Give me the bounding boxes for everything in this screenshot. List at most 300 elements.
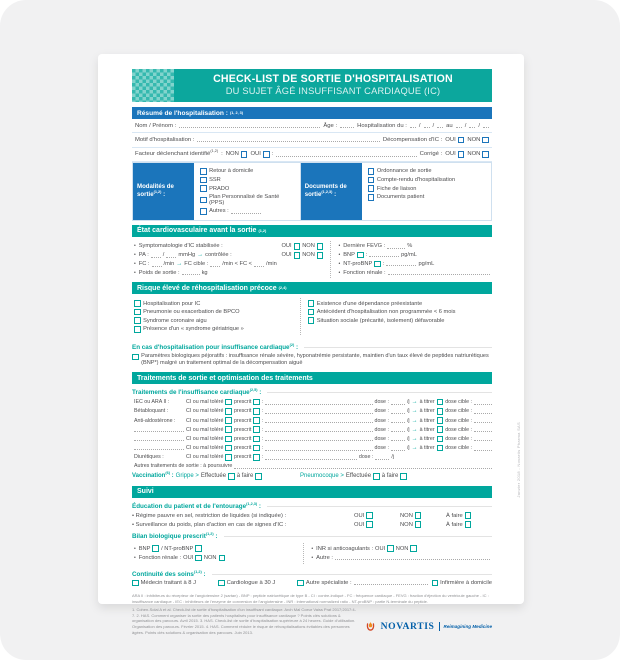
colon: :	[271, 151, 274, 158]
cible-field	[474, 418, 492, 423]
modalites-documents-band	[132, 162, 492, 220]
cible-field	[474, 427, 492, 432]
checkbox-prescrit[interactable]	[253, 426, 260, 433]
checkbox-facteur-oui[interactable]	[263, 151, 270, 158]
treatment-label: Anti-aldostérone :	[134, 417, 176, 424]
section-title-traitements: Traitements de sortie et optimisation des traitements	[137, 374, 313, 382]
encas-item-label: Paramètres biologiques péjoratifs : insuffisance rénale sévère, hyponatrémie persistante, maintien d'un taux élevé de peptides natriurétiques (BNP*) malgré un traitement optimal de la décompensation aiguë	[141, 352, 489, 367]
checkbox-documents-patient[interactable]	[368, 194, 375, 201]
name-field	[179, 123, 320, 128]
prescrit-label: prescrit	[233, 426, 252, 433]
arrow-icon: →	[176, 261, 183, 268]
a-faire-label: à faire	[236, 473, 254, 480]
perday-label: /j	[406, 445, 410, 452]
arrow-icon: →	[411, 445, 418, 452]
novartis-tagline: Reimagining Medicine	[443, 623, 492, 629]
checkbox-syndrome-coronaire[interactable]	[134, 317, 141, 324]
non-label: NON	[395, 545, 409, 552]
oui-label: OUI	[183, 554, 194, 561]
date-field	[483, 123, 489, 128]
encas-title: En cas d'hospitalisation pour insuffisance cardiaque$^{(2)}$ :	[132, 342, 299, 351]
bullet	[134, 555, 137, 561]
prescrit-label: prescrit	[233, 399, 252, 406]
checkbox-pps[interactable]	[200, 197, 207, 204]
slash: /	[478, 122, 480, 129]
references-text: 1. Cohen-Solal A et al. Check-list de sortie d'hospitalisation d'un insuffisant cardiaque. Arch Mal Coeur Vaiss Prat 2017;2017:4-7. 2. HAS. Comment organiser la sortie des patients hospitalisés pour insuffisance cardiaque ? Points clés solutions & organisation des parcours. Avril 2015. 3. HAS. Check-list de sortie d'hospitalisation supérieure à 24 heures. Guide d'utilisation. Organisation des parcours. Février 2015. 4. HAS. Comment réduire le risque de réhospitalisations évitables des personnes âgées. Points clés solutions & organisation des parcours. Juin 2013.	[132, 606, 356, 636]
etat-row-bnp	[338, 252, 490, 259]
a-faire-label: À faire	[446, 512, 463, 519]
bullet	[311, 546, 314, 552]
checkbox-ci[interactable]	[225, 417, 232, 424]
risque-label: Syndrome coronaire aigu	[143, 317, 207, 324]
controlee-label: contrôlée :	[205, 252, 232, 259]
poids-label: Poids de sortie :	[138, 269, 180, 276]
document-title-line2: DU SUJET ÂGÉ INSUFFISANT CARDIAQUE (IC)	[225, 86, 441, 97]
cible-field	[474, 409, 492, 414]
checkbox-ntprobnp[interactable]	[374, 261, 381, 268]
checkbox-autres[interactable]	[200, 208, 207, 215]
permin-label: /min	[266, 261, 277, 268]
checkbox-titrer[interactable]	[437, 408, 444, 415]
document-page	[98, 54, 524, 636]
ntprobnp-label: / NT-proBNP	[161, 545, 194, 552]
cible-field	[474, 400, 492, 405]
treatment-name-field	[265, 418, 372, 423]
checkbox-dependance[interactable]	[308, 300, 315, 307]
checkbox-parametres-biologiques[interactable]	[132, 354, 139, 361]
modalites-title: Modalités de sortie$^{(1,2)}$ :	[137, 183, 174, 199]
section-bar-resume: Résumé de l'hospitalisation : (1, 2, 3)	[132, 107, 492, 119]
subhead-rule	[267, 392, 492, 393]
dose-label: dose :	[374, 435, 389, 442]
checkbox-bilan-ntprobnp[interactable]	[195, 545, 202, 552]
checkbox-titrer[interactable]	[437, 445, 444, 452]
dose-label: dose :	[358, 454, 374, 461]
ntprobnp-field	[386, 261, 416, 266]
list-item	[134, 300, 293, 307]
non-label: NON	[400, 521, 413, 528]
etat-row-pa	[134, 252, 323, 259]
encas-references: (2)	[289, 342, 295, 347]
arrow-icon: →	[411, 426, 418, 433]
dose-label: dose :	[374, 426, 389, 433]
bilan-columns	[132, 542, 492, 566]
checkbox-autre-specialiste[interactable]	[297, 580, 304, 587]
etat-row-ntprobnp	[338, 261, 490, 268]
bullet	[134, 270, 137, 276]
corrige-non	[467, 151, 489, 158]
risque-columns	[132, 294, 492, 338]
ntprobnp-label: NT-proBNP	[343, 260, 373, 267]
date-field	[437, 123, 443, 128]
percent-label: %	[407, 243, 413, 250]
treatment-row	[132, 399, 492, 406]
list-item	[200, 208, 294, 215]
column-divider	[303, 543, 304, 564]
fc-cible-label: FC cible :	[184, 261, 209, 268]
checkbox-surveillance-a-faire[interactable]	[465, 521, 472, 528]
perday-label: /j	[406, 408, 410, 415]
checkbox-cardiologue[interactable]	[218, 580, 225, 587]
checkbox-retour-domicile[interactable]	[200, 168, 207, 175]
education-oui	[354, 521, 400, 528]
poids-field	[182, 270, 200, 275]
arrow-icon: →	[411, 435, 418, 442]
section-title-etat: État cardiovasculaire avant la sortie	[137, 227, 257, 235]
resume-row-motif	[132, 133, 492, 148]
checkbox-surveillance-non[interactable]	[415, 521, 422, 528]
bullet	[338, 270, 341, 276]
list-item	[368, 168, 485, 175]
pa-label: PA :	[138, 252, 149, 259]
corrige-label: Corrigé :	[419, 151, 443, 158]
au-label: au	[446, 122, 453, 129]
pa-non	[302, 252, 323, 259]
checkbox-ci[interactable]	[225, 399, 232, 406]
pneumocoque-label: Pneumocoque >	[299, 473, 344, 480]
documents-list	[362, 163, 491, 219]
list-item	[134, 317, 293, 324]
checkbox-titrer[interactable]	[437, 417, 444, 424]
list-item	[200, 168, 294, 175]
titrer-label: à titrer	[419, 408, 435, 415]
section-title-suivi: Suivi	[137, 488, 154, 496]
arrow-icon: →	[411, 408, 418, 415]
education-afaire	[446, 512, 492, 519]
treatment-label-blank	[134, 427, 184, 432]
checkbox-ci[interactable]	[225, 436, 232, 443]
cible-label: dose cible :	[445, 417, 472, 424]
checkbox-corrige-oui[interactable]	[458, 151, 465, 158]
checkbox-pneumonie[interactable]	[134, 309, 141, 316]
checkbox-ci[interactable]	[225, 454, 232, 461]
list-item	[200, 185, 294, 192]
facteur-label: Facteur déclenchant identifié$^{(1,2)}$	[135, 149, 219, 158]
education-row	[132, 512, 492, 519]
risque-right-column	[308, 298, 490, 334]
treatment-label: Diurétiques :	[134, 454, 164, 461]
fc-label: FC :	[138, 261, 150, 268]
checkbox-decompensation-oui[interactable]	[458, 137, 465, 144]
sympto-non	[302, 243, 323, 250]
modalite-label: Retour à domicile	[209, 168, 254, 175]
continuite-row	[132, 580, 492, 587]
continuite-item	[297, 580, 427, 587]
ci-label: CI ou mal toléré	[186, 417, 224, 424]
autres-traitements-row	[132, 463, 492, 469]
continuite-references: (1,2)	[193, 569, 202, 574]
treatment-row	[132, 436, 492, 443]
prescrit-label: prescrit	[233, 435, 252, 442]
checkbox-bnp[interactable]	[357, 252, 364, 259]
treatment-name-field	[265, 400, 372, 405]
checkbox-prescrit[interactable]	[253, 408, 260, 415]
bilan-title: Bilan biologique prescrit$^{(1,2)}$ :	[132, 531, 218, 540]
side-note: Janvier 2018 - Novartis Pharma SAS	[516, 422, 521, 498]
perday-label: /j	[406, 417, 410, 424]
checkbox-ci[interactable]	[225, 445, 232, 452]
grippe-label: Grippe >	[175, 473, 199, 480]
bilan-row-autre	[311, 555, 490, 561]
modalite-label: PRADO	[209, 185, 230, 192]
titrer-label: à titrer	[419, 417, 435, 424]
modalites-list	[194, 163, 301, 219]
non-label: NON	[400, 512, 413, 519]
pgml-label: pg/mL	[401, 251, 417, 258]
checkbox-regime-a-faire[interactable]	[465, 512, 472, 519]
perday-label: /j	[391, 454, 394, 461]
non-label: NON	[203, 554, 217, 561]
encas-item	[132, 353, 492, 369]
colon: :	[261, 399, 264, 406]
checkbox-facteur-non[interactable]	[241, 151, 248, 158]
perday-label: /j	[406, 426, 410, 433]
checkbox-compte-rendu[interactable]	[368, 177, 375, 184]
checkbox-ci[interactable]	[225, 426, 232, 433]
corrige-oui	[445, 151, 464, 158]
dose-field	[391, 409, 405, 414]
titrer-label: à titrer	[419, 399, 435, 406]
continuite-item	[432, 580, 492, 587]
dose-label: dose :	[374, 408, 389, 415]
column-divider	[300, 298, 301, 334]
treatment-label-blank	[134, 445, 184, 450]
non-label: NON	[467, 136, 481, 143]
checkbox-ci[interactable]	[225, 408, 232, 415]
mmhg-label: mmHg	[178, 252, 196, 259]
treatment-row	[132, 408, 492, 415]
education-oui	[354, 512, 400, 519]
checkbox-sympto-oui[interactable]	[294, 243, 301, 250]
ci-label: CI ou mal toléré	[186, 445, 224, 452]
date-field	[424, 123, 430, 128]
bullet	[338, 261, 341, 267]
checkbox-pa-oui[interactable]	[294, 252, 301, 259]
ci-label: CI ou mal toléré	[186, 454, 224, 461]
checkbox-titrer[interactable]	[437, 436, 444, 443]
subsection-bilan	[132, 533, 492, 540]
decompensation-label: Décompensation d'IC :	[382, 136, 443, 143]
motif-field	[197, 137, 379, 142]
prescrit-label: prescrit	[233, 454, 252, 461]
bilan-left-column	[134, 543, 296, 564]
documents-title: Documents de sortie$^{(1,2,3)}$ :	[304, 183, 347, 199]
list-item	[368, 194, 485, 201]
checkbox-prescrit[interactable]	[253, 436, 260, 443]
traitements-references: (2,5)	[249, 388, 258, 393]
oui-label: OUI	[250, 151, 261, 158]
risque-label: Pneumonie ou exacerbation de BPCO	[143, 309, 240, 316]
checkbox-syndrome-geriatrique[interactable]	[134, 326, 141, 333]
modalite-label: Plan Personnalisé de Santé (PPS)	[209, 193, 280, 206]
facteur-references: (1,2)	[210, 149, 219, 154]
colon: :	[261, 417, 264, 424]
permin-label: /min	[163, 261, 175, 268]
checkbox-prescrit[interactable]	[253, 454, 260, 461]
risque-label: Hospitalisation pour IC	[143, 300, 201, 307]
dose-field	[391, 436, 405, 441]
continuite-label: Autre spécialiste :	[305, 579, 352, 586]
bullet	[134, 252, 137, 258]
motif-label: Motif d'hospitalisation :	[135, 136, 195, 143]
dose-field	[375, 455, 389, 460]
bullet	[338, 243, 341, 249]
bnp-label: BNP	[138, 545, 151, 552]
list-item	[368, 185, 485, 192]
checkbox-titrer[interactable]	[437, 426, 444, 433]
pa-field	[166, 253, 176, 258]
slash: /	[418, 122, 421, 129]
pgml-label: pg/mL	[418, 260, 435, 267]
logo-divider	[439, 622, 440, 631]
arrow-icon: →	[411, 399, 418, 406]
section-bar-risque: Risque élevé de réhospitalisation précoce (2,4)	[132, 282, 492, 294]
document-label: Compte-rendu d'hospitalisation	[376, 177, 456, 184]
checkbox-pneumo-a-faire[interactable]	[400, 473, 407, 480]
oui-label: OUI	[445, 151, 456, 158]
checkbox-fonction-oui[interactable]	[195, 555, 202, 562]
checkbox-prescrit[interactable]	[253, 445, 260, 452]
list-item	[200, 177, 294, 184]
age-field	[340, 123, 354, 128]
modalite-label: Autres :	[209, 208, 229, 215]
education-title: Éducation du patient et de l'entourage$^{(1,2,3)}$ :	[132, 501, 261, 510]
etat-left-column	[134, 241, 323, 279]
checkbox-pneumo-effectuee[interactable]	[373, 473, 380, 480]
education-afaire	[446, 521, 492, 528]
checkbox-inr-non[interactable]	[410, 545, 417, 552]
slash: /	[162, 252, 165, 259]
treatment-label-blank	[134, 436, 184, 441]
checkbox-fiche-liaison[interactable]	[368, 185, 375, 192]
checkbox-bilan-bnp[interactable]	[152, 545, 159, 552]
bullet	[134, 243, 137, 249]
checkbox-corrige-non[interactable]	[482, 151, 489, 158]
checkbox-ssr[interactable]	[200, 177, 207, 184]
checkbox-hosp-ic[interactable]	[134, 300, 141, 307]
risque-left-column	[134, 298, 293, 334]
checkbox-ordonnance[interactable]	[368, 168, 375, 175]
checkbox-grippe-effectuee[interactable]	[228, 473, 235, 480]
non-label: NON	[467, 151, 481, 158]
document-label: Fiche de liaison	[376, 185, 417, 192]
triangle-pattern-decoration	[132, 69, 174, 102]
treatment-row	[132, 417, 492, 424]
fonction-renale-label: Fonction rénale :	[138, 554, 182, 561]
subhead-rule	[304, 347, 492, 348]
checkbox-antecedent-hosp[interactable]	[308, 309, 315, 316]
checkbox-inr-oui[interactable]	[387, 545, 394, 552]
traitements-ic-title: Traitements de l'insuffisance cardiaque$^{(2,5)}$ :	[132, 388, 262, 397]
bilan-row-fonction	[134, 555, 296, 562]
checkbox-fonction-non[interactable]	[219, 555, 226, 562]
colon: :	[365, 251, 368, 258]
checkbox-prescrit[interactable]	[253, 399, 260, 406]
risque-label: Situation sociale (précarité, isolement) défavorable	[316, 317, 445, 324]
checkbox-surveillance-oui[interactable]	[366, 521, 373, 528]
checkbox-prescrit[interactable]	[253, 417, 260, 424]
checkbox-regime-non[interactable]	[415, 512, 422, 519]
fevg-label: Dernière FEVG :	[343, 243, 386, 250]
risque-label: Antécédent d'hospitalisation non programmée < 6 mois	[316, 309, 456, 316]
date-field	[469, 123, 475, 128]
treatment-row	[132, 426, 492, 433]
cible-label: dose cible :	[445, 399, 472, 406]
continuite-title: Continuité des soins$^{(1,2)}$ :	[132, 569, 206, 578]
education-non	[400, 521, 446, 528]
autre-field	[335, 555, 490, 560]
novartis-wordmark: NOVARTIS	[380, 620, 435, 632]
etat-row-poids	[134, 270, 323, 276]
checkbox-infirmiere[interactable]	[432, 580, 439, 587]
pa-oui	[281, 252, 300, 259]
cible-label: dose cible :	[445, 445, 472, 452]
section-title-risque: Risque élevé de réhospitalisation précoce	[137, 284, 277, 292]
checkbox-grippe-a-faire[interactable]	[255, 473, 262, 480]
dose-label: dose :	[374, 445, 389, 452]
fc-range-label: /min < FC <	[222, 261, 253, 268]
checkbox-situation-sociale[interactable]	[308, 317, 315, 324]
slash: /	[464, 122, 467, 129]
treatment-name-field	[265, 436, 372, 441]
slash: /	[432, 122, 435, 129]
checkbox-regime-oui[interactable]	[366, 512, 373, 519]
colon: :	[261, 445, 264, 452]
vaccination-row	[132, 473, 492, 480]
dose-label: dose :	[374, 399, 389, 406]
colon: :	[382, 260, 385, 267]
hosp-dates-label: Hospitalisation du :	[357, 122, 407, 129]
checkbox-sympto-non[interactable]	[317, 243, 324, 250]
colon: :	[261, 426, 264, 433]
ci-label: CI ou mal toléré	[186, 399, 224, 406]
checkbox-decompensation-non[interactable]	[482, 137, 489, 144]
continuite-label: Cardiologue à 30 J	[226, 579, 276, 586]
treatment-label: IEC ou ARA II :	[134, 399, 170, 406]
oui-label: OUI	[354, 512, 365, 519]
document-label: Documents patient	[376, 194, 425, 201]
column-divider	[330, 241, 331, 279]
oui-label: OUI	[281, 252, 292, 259]
checkbox-pa-non[interactable]	[317, 252, 324, 259]
checkbox-medecin-traitant[interactable]	[132, 580, 139, 587]
etat-row-fonction	[338, 270, 490, 276]
etat-columns	[132, 237, 492, 283]
prescrit-label: prescrit	[233, 408, 252, 415]
education-row	[132, 521, 492, 528]
resume-row-identity	[132, 119, 492, 133]
checkbox-titrer[interactable]	[437, 399, 444, 406]
section-bar-etat: État cardiovasculaire avant la sortie (1,2)	[132, 225, 492, 237]
treatment-name-field	[265, 455, 356, 460]
subsection-continuite	[132, 571, 492, 578]
checkbox-prado[interactable]	[200, 185, 207, 192]
treatment-row	[132, 445, 492, 452]
treatment-name-field	[265, 427, 372, 432]
prescrit-label: prescrit	[233, 417, 252, 424]
education-references: (1,2,3)	[246, 501, 258, 506]
dose-label: dose :	[374, 417, 389, 424]
oui-label: OUI	[375, 545, 386, 552]
a-faire-label: à faire	[381, 473, 399, 480]
decompensation-non	[467, 137, 489, 144]
ci-label: CI ou mal toléré	[186, 426, 224, 433]
autres-traitements-field	[234, 464, 492, 469]
section-bar-suivi	[132, 486, 492, 498]
modalites-references: (1,2)	[153, 190, 162, 195]
fc-max-field	[254, 262, 264, 267]
inr-label: INR si anticoagulants :	[316, 545, 374, 552]
